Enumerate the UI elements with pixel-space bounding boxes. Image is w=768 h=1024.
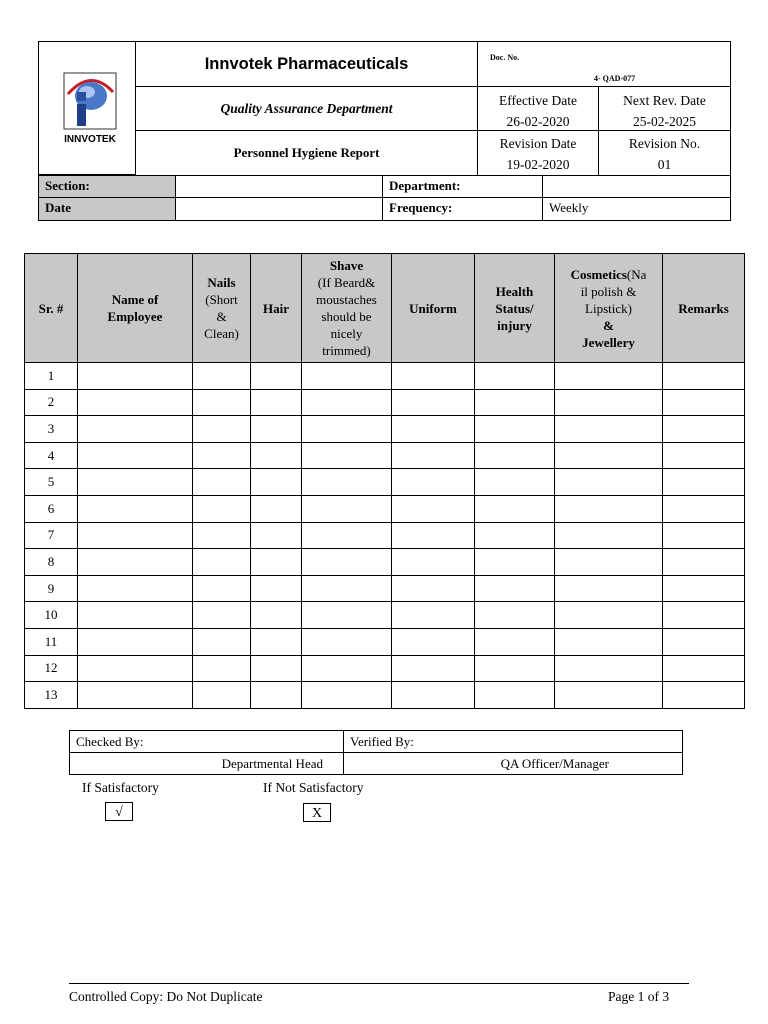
table-row — [25, 682, 745, 709]
table-cell[interactable] — [555, 363, 663, 390]
col-shave-note5: trimmed) — [322, 343, 371, 358]
checked-by-label[interactable]: Checked By: — [70, 731, 344, 753]
table-cell[interactable] — [555, 469, 663, 496]
row-number: 7 — [25, 522, 78, 549]
table-cell[interactable] — [193, 655, 251, 682]
revision-date-label: Revision Date — [499, 136, 577, 151]
table-cell[interactable] — [302, 628, 392, 655]
table-cell[interactable] — [475, 549, 555, 576]
table-cell[interactable] — [475, 389, 555, 416]
table-cell[interactable] — [78, 469, 193, 496]
col-nails-note3: Clean) — [204, 326, 239, 341]
table-cell[interactable] — [302, 602, 392, 629]
col-health — [475, 254, 555, 363]
table-cell[interactable] — [251, 602, 302, 629]
revision-date-cell — [477, 130, 599, 176]
table-row — [25, 495, 745, 522]
table-cell[interactable] — [663, 575, 745, 602]
table-cell[interactable] — [475, 522, 555, 549]
col-shave — [302, 254, 392, 363]
revision-no-cell — [598, 130, 731, 176]
document-header — [38, 41, 731, 221]
table-row — [25, 602, 745, 629]
department-title: Quality Assurance Department — [135, 86, 478, 131]
table-cell[interactable] — [475, 602, 555, 629]
logo-text: INNVOTEK — [64, 134, 116, 145]
col-nails-note2: & — [216, 309, 227, 324]
table-row — [25, 549, 745, 576]
revision-no-label: Revision No. — [628, 136, 701, 151]
col-name — [78, 254, 193, 363]
col-cosmetics-note1: (Na — [626, 266, 647, 282]
table-cell[interactable] — [251, 575, 302, 602]
table-cell[interactable] — [392, 363, 475, 390]
table-cell[interactable] — [555, 389, 663, 416]
table-cell[interactable] — [78, 416, 193, 443]
row-number: 8 — [25, 549, 78, 576]
table-cell[interactable] — [663, 682, 745, 709]
frequency-field[interactable]: Weekly — [542, 197, 731, 221]
table-cell[interactable] — [302, 469, 392, 496]
table-cell[interactable] — [663, 655, 745, 682]
table-body — [25, 363, 745, 709]
table-cell[interactable] — [193, 363, 251, 390]
table-cell[interactable] — [193, 442, 251, 469]
table-cell[interactable] — [302, 522, 392, 549]
signoff-table — [69, 730, 683, 775]
col-nails-label: Nails — [207, 275, 236, 290]
table-cell[interactable] — [663, 469, 745, 496]
col-cosmetics — [555, 254, 663, 363]
company-logo — [63, 72, 117, 148]
table-cell[interactable] — [78, 549, 193, 576]
table-cell[interactable] — [555, 602, 663, 629]
row-number: 5 — [25, 469, 78, 496]
col-hair — [251, 254, 302, 363]
row-number: 12 — [25, 655, 78, 682]
col-nails-note1: (Short — [205, 292, 238, 307]
table-cell[interactable] — [663, 442, 745, 469]
table-cell[interactable] — [193, 682, 251, 709]
section-label: Section: — [38, 175, 176, 198]
col-uniform — [392, 254, 475, 363]
frequency-label: Frequency: — [382, 197, 543, 221]
table-cell[interactable] — [555, 549, 663, 576]
col-health-line2: Status/ — [495, 300, 534, 316]
table-cell[interactable] — [475, 575, 555, 602]
table-row — [25, 628, 745, 655]
next-rev-date-value: 25-02-2025 — [633, 114, 696, 129]
doc-no-value: 4- QAD-077 — [594, 74, 636, 83]
table-cell[interactable] — [555, 522, 663, 549]
table-cell[interactable] — [302, 575, 392, 602]
revision-date-value: 19-02-2020 — [506, 157, 570, 172]
table-cell[interactable] — [78, 442, 193, 469]
table-cell[interactable] — [392, 389, 475, 416]
table-cell[interactable] — [555, 575, 663, 602]
doc-no-cell — [477, 41, 731, 87]
col-nails — [193, 254, 251, 363]
col-remarks — [663, 254, 745, 363]
table-cell[interactable] — [663, 389, 745, 416]
hygiene-table — [24, 253, 745, 709]
table-cell[interactable] — [193, 416, 251, 443]
table-cell[interactable] — [302, 495, 392, 522]
table-row — [25, 469, 745, 496]
footer-page-number: Page 1 of 3 — [608, 989, 670, 1004]
satisfactory-label: If Satisfactory — [82, 780, 159, 795]
col-cosmetics-note3: Lipstick) — [585, 300, 632, 316]
department-field[interactable] — [542, 175, 731, 198]
table-row — [25, 522, 745, 549]
table-cell[interactable] — [251, 363, 302, 390]
row-number: 9 — [25, 575, 78, 602]
table-cell[interactable] — [475, 628, 555, 655]
next-rev-date-label: Next Rev. Date — [623, 93, 706, 108]
col-cosmetics-amp: & — [603, 317, 614, 333]
next-rev-date-cell — [598, 86, 731, 131]
col-health-line3: injury — [497, 317, 532, 333]
table-cell[interactable] — [392, 522, 475, 549]
table-cell[interactable] — [663, 602, 745, 629]
table-cell[interactable] — [475, 363, 555, 390]
table-cell[interactable] — [663, 628, 745, 655]
row-number: 10 — [25, 602, 78, 629]
company-name: Innvotek Pharmaceuticals — [135, 41, 478, 87]
table-cell[interactable] — [251, 655, 302, 682]
col-uniform-label: Uniform — [409, 300, 457, 316]
table-cell[interactable] — [78, 602, 193, 629]
row-number: 6 — [25, 495, 78, 522]
table-cell[interactable] — [251, 442, 302, 469]
table-cell[interactable] — [78, 363, 193, 390]
table-cell[interactable] — [663, 363, 745, 390]
table-cell[interactable] — [475, 469, 555, 496]
table-cell[interactable] — [193, 495, 251, 522]
table-cell[interactable] — [78, 682, 193, 709]
table-cell[interactable] — [251, 628, 302, 655]
col-shave-note3: should be — [321, 309, 372, 324]
department-label: Department: — [382, 175, 543, 198]
row-number: 1 — [25, 363, 78, 390]
doc-no-label: Doc. No. — [490, 53, 520, 62]
table-cell[interactable] — [302, 682, 392, 709]
table-cell[interactable] — [302, 442, 392, 469]
table-cell[interactable] — [78, 628, 193, 655]
table-cell[interactable] — [78, 522, 193, 549]
row-number: 4 — [25, 442, 78, 469]
effective-date-cell — [477, 86, 599, 131]
table-cell[interactable] — [78, 495, 193, 522]
table-cell[interactable] — [302, 549, 392, 576]
table-cell[interactable] — [392, 469, 475, 496]
table-cell[interactable] — [555, 628, 663, 655]
table-cell[interactable] — [555, 655, 663, 682]
table-cell[interactable] — [475, 416, 555, 443]
table-row — [25, 442, 745, 469]
footer-divider — [69, 983, 689, 984]
table-cell[interactable] — [302, 363, 392, 390]
table-cell[interactable] — [555, 682, 663, 709]
table-cell[interactable] — [475, 495, 555, 522]
table-row — [25, 389, 745, 416]
table-header-row — [25, 254, 745, 363]
table-cell[interactable] — [302, 655, 392, 682]
table-cell[interactable] — [251, 389, 302, 416]
table-cell[interactable] — [392, 495, 475, 522]
col-jewellery-label: Jewellery — [582, 334, 635, 350]
date-field[interactable] — [175, 197, 383, 221]
table-cell[interactable] — [193, 602, 251, 629]
table-cell[interactable] — [475, 682, 555, 709]
col-sr — [25, 254, 78, 363]
table-cell[interactable] — [392, 628, 475, 655]
verified-by-role: QA Officer/Manager — [344, 753, 683, 775]
not-satisfactory-checkbox[interactable]: X — [303, 803, 331, 822]
table-row — [25, 655, 745, 682]
table-cell[interactable] — [475, 655, 555, 682]
table-cell[interactable] — [392, 442, 475, 469]
table-cell[interactable] — [555, 442, 663, 469]
row-number: 11 — [25, 628, 78, 655]
table-cell[interactable] — [555, 416, 663, 443]
col-remarks-label: Remarks — [678, 300, 729, 316]
table-cell[interactable] — [251, 469, 302, 496]
col-cosmetics-label: Cosmetics — [570, 266, 627, 282]
table-cell[interactable] — [193, 469, 251, 496]
table-cell[interactable] — [251, 416, 302, 443]
row-number: 13 — [25, 682, 78, 709]
table-cell[interactable] — [251, 549, 302, 576]
table-cell[interactable] — [392, 602, 475, 629]
checked-by-role: Departmental Head — [70, 753, 344, 775]
effective-date-label: Effective Date — [498, 93, 578, 108]
effective-date-value: 26-02-2020 — [506, 114, 570, 129]
revision-no-value: 01 — [657, 157, 672, 172]
table-cell[interactable] — [251, 495, 302, 522]
logo-cell — [38, 41, 136, 175]
table-cell[interactable] — [392, 575, 475, 602]
date-label: Date — [38, 197, 176, 221]
col-shave-note1: (If Beard& — [317, 275, 376, 290]
col-hair-label: Hair — [263, 300, 289, 316]
report-title: Personnel Hygiene Report — [135, 130, 478, 176]
col-shave-label: Shave — [329, 258, 364, 273]
table-cell[interactable] — [663, 495, 745, 522]
table-cell[interactable] — [663, 416, 745, 443]
table-cell[interactable] — [663, 549, 745, 576]
col-name-line1: Name of — [111, 292, 159, 307]
verified-by-label[interactable]: Verified By: — [344, 731, 683, 753]
table-cell[interactable] — [78, 389, 193, 416]
not-satisfactory-label: If Not Satisfactory — [263, 780, 364, 795]
table-cell[interactable] — [193, 575, 251, 602]
table-row — [25, 416, 745, 443]
table-cell[interactable] — [392, 549, 475, 576]
row-number: 3 — [25, 416, 78, 443]
table-cell[interactable] — [392, 416, 475, 443]
col-shave-note4: nicely — [330, 326, 363, 341]
table-cell[interactable] — [302, 389, 392, 416]
satisfactory-checkbox[interactable]: √ — [105, 802, 133, 821]
col-health-line1: Health — [495, 283, 534, 299]
table-cell[interactable] — [251, 522, 302, 549]
table-cell[interactable] — [475, 442, 555, 469]
table-cell[interactable] — [663, 522, 745, 549]
table-cell[interactable] — [392, 655, 475, 682]
table-cell[interactable] — [193, 549, 251, 576]
table-cell[interactable] — [78, 655, 193, 682]
row-number: 2 — [25, 389, 78, 416]
col-name-line2: Employee — [107, 309, 163, 324]
section-field[interactable] — [175, 175, 383, 198]
table-cell[interactable] — [392, 682, 475, 709]
col-shave-note2: moustaches — [316, 292, 377, 307]
table-cell[interactable] — [193, 389, 251, 416]
table-cell[interactable] — [193, 628, 251, 655]
table-row — [25, 363, 745, 390]
table-cell[interactable] — [302, 416, 392, 443]
col-sr-label: Sr. # — [38, 300, 64, 316]
table-cell[interactable] — [78, 575, 193, 602]
col-cosmetics-note2: il polish & — [580, 283, 637, 299]
table-cell[interactable] — [555, 495, 663, 522]
footer-copy-notice: Controlled Copy: Do Not Duplicate — [69, 989, 263, 1004]
table-cell[interactable] — [193, 522, 251, 549]
table-row — [25, 575, 745, 602]
table-cell[interactable] — [251, 682, 302, 709]
